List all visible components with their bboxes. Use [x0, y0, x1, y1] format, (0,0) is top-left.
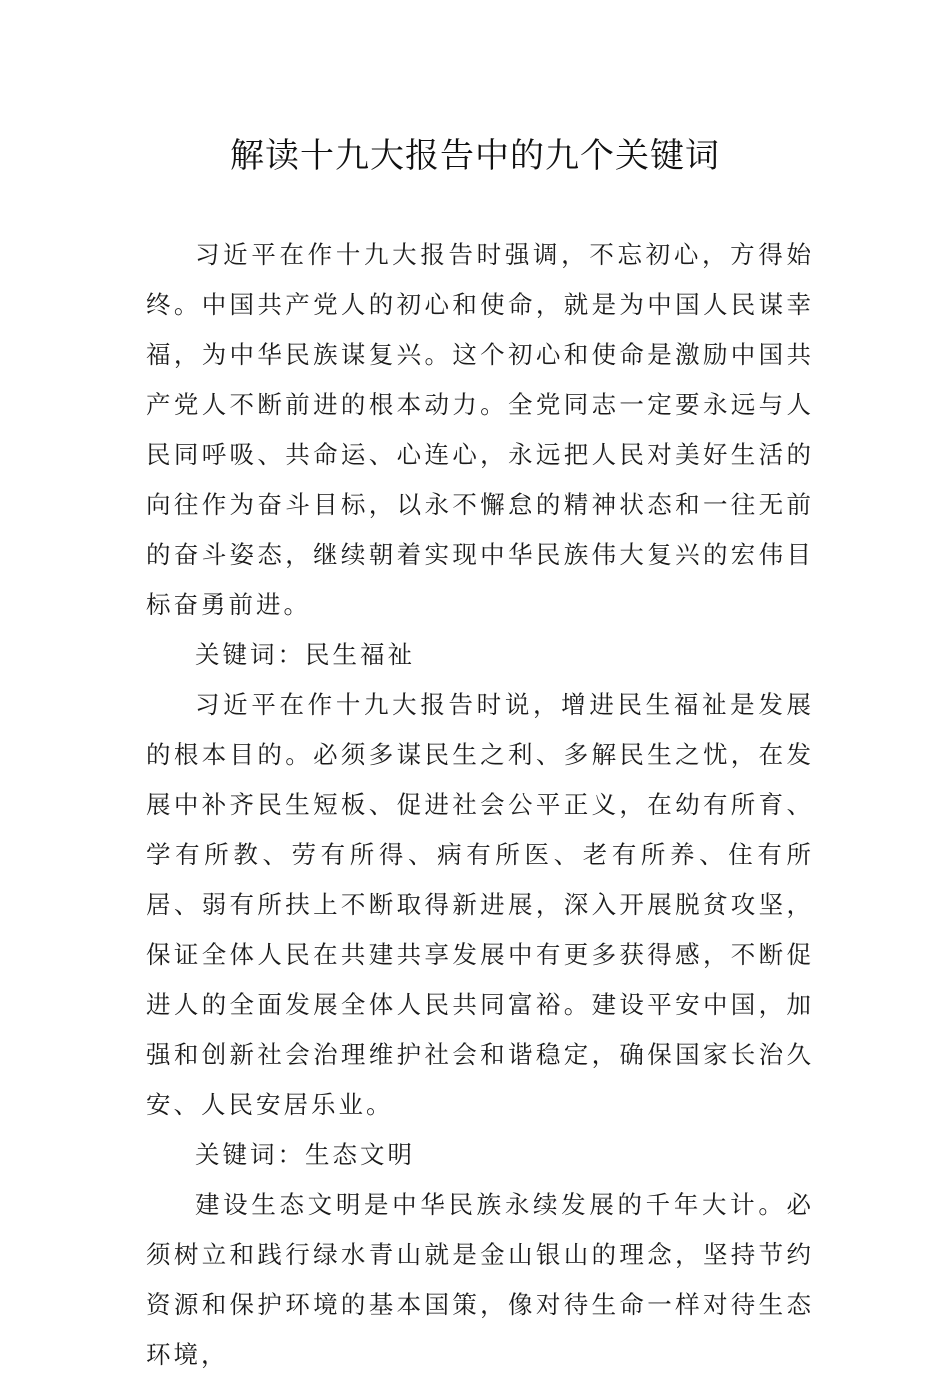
document-title: 解读十九大报告中的九个关键词 [230, 136, 720, 176]
paragraph-livelihood: 习近平在作十九大报告时说，增进民生福祉是发展的根本目的。必须多谋民生之利、多解民生之忧，在发展中补齐民生短板、促进社会公平正义，在幼有所育、学有所教、劳有所得、病有所医、老有所养、住有所居、弱有所扶上不断取得新进展，深入开展脱贫攻坚，保证全体人民在共建共享发展中有更多获得感，不断促进人的全面发展全体人民共同富裕。建设平安中国，加强和创新社会治理维护社会和谐稳定，确保国家长治久安、人民安居乐业。 [146, 690, 814, 1119]
keyword-heading-livelihood: 关键词：民生福祉 [195, 640, 415, 669]
paragraph-ecology: 建设生态文明是中华民族永续发展的千年大计。必须树立和践行绿水青山就是金山银山的理念，坚持节约资源和保护环境的基本国策，像对待生命一样对待生态环境， [146, 1190, 814, 1369]
keyword-heading-ecology: 关键词：生态文明 [195, 1140, 415, 1169]
document-body [146, 230, 814, 1380]
paragraph-intro: 习近平在作十九大报告时强调，不忘初心，方得始终。中国共产党人的初心和使命，就是为中国人民谋幸福，为中华民族谋复兴。这个初心和使命是激励中国共产党人不断前进的根本动力。全党同志一定要永远与人民同呼吸、共命运、心连心，永远把人民对美好生活的向往作为奋斗目标，以永不懈怠的精神状态和一往无前的奋斗姿态，继续朝着实现中华民族伟大复兴的宏伟目标奋勇前进。 [146, 240, 814, 619]
